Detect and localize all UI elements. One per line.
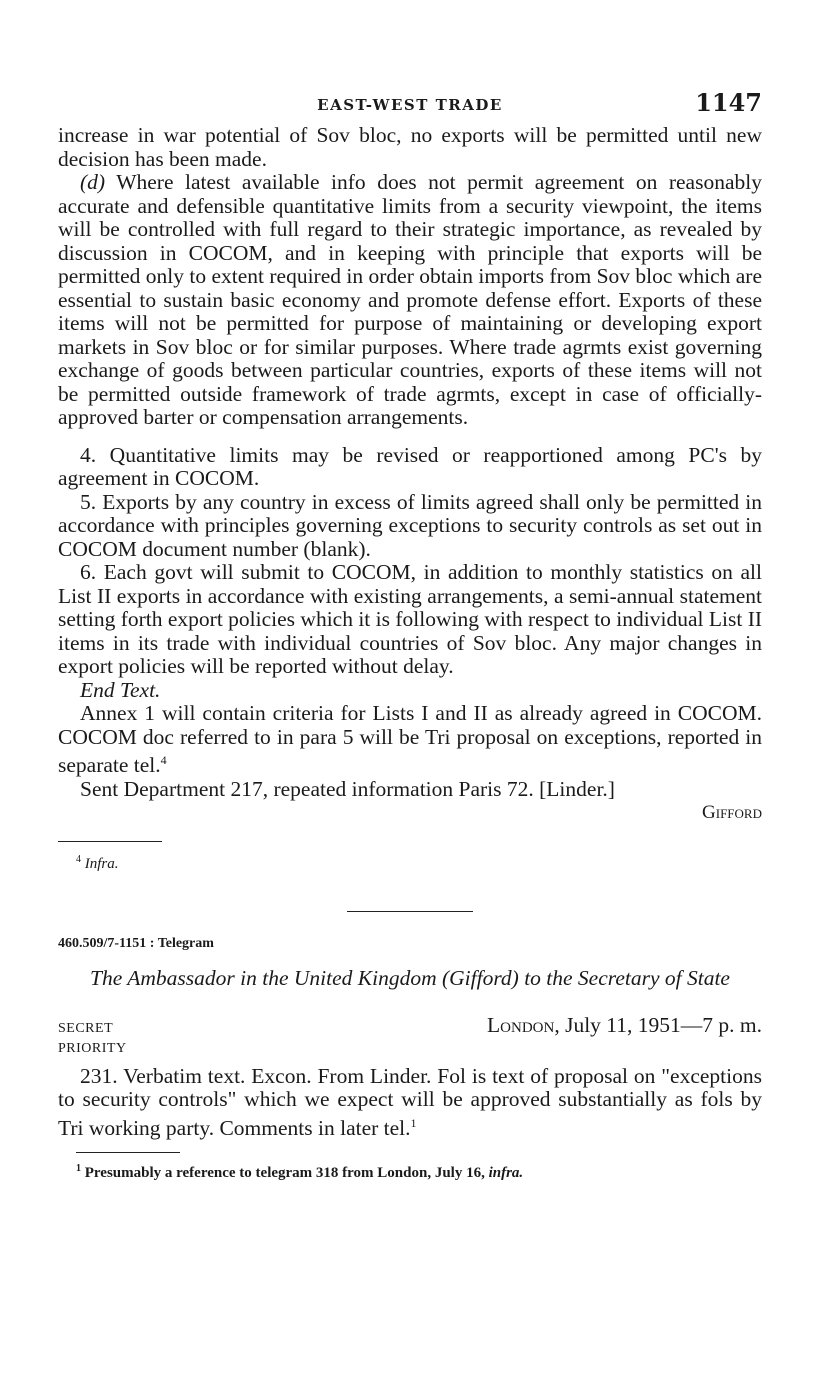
document-title: The Ambassador in the United Kingdom (Gifford) to the Secretary of State: [90, 965, 730, 990]
main-text: [58, 124, 762, 825]
telegram-body: [58, 1065, 762, 1141]
dateline: [487, 1013, 762, 1038]
paragraph-d-text: Where latest available info does not permit agreement on reasonably accurate and defensible quantitative limits from a security viewpoint, the items will be controlled with full regard to their strategic importance, as revealed by discussion in COCOM, and in keeping with principle that exports will be permitted only to extent required in order obtain imports from Sov bloc which are essential to sustain basic economy and promote defense effort. Exports of these items will not be permitted for purpose of maintaining or developing export markets in Sov bloc or for similar purposes. Where trade agrmts exist governing exchange of goods between particular countries, exports of these items will not be permitted outside framework of trade agrmts, except in case of officially-approved barter or compensation arrangements.: [58, 170, 762, 429]
footnote-ref-1: 1: [410, 1115, 417, 1130]
footnote-1-text: Presumably a reference to telegram 318 from London, July 16,: [84, 1165, 489, 1182]
footnote-rule-2: [76, 1152, 180, 1153]
footnote-4: [76, 854, 762, 873]
telegram-text: 231. Verbatim text. Excon. From Linder. Fol is text of proposal on "exceptions to security controls" which we expect will be approved substantially as fols by Tri working party. Comments in later tel.: [58, 1063, 762, 1140]
annex-paragraph: [58, 702, 762, 778]
page-number: 1147: [695, 88, 762, 117]
footnote-4-marker: 4: [76, 853, 81, 865]
running-head: [58, 88, 762, 124]
signature: Gifford: [702, 802, 762, 824]
dateline-place: London: [487, 1012, 555, 1037]
document-page: [58, 88, 762, 1182]
footnote-4-text: Infra.: [84, 855, 119, 872]
running-head-title: EAST-WEST TRADE: [317, 96, 503, 114]
footnote-ref-4: 4: [160, 753, 167, 767]
end-text-label: End Text.: [80, 677, 161, 702]
footnote-rule: [58, 841, 162, 842]
paragraph-continuation: increase in war potential of Sov bloc, no exports will be permitted until new decision has been made.: [58, 123, 762, 171]
section-divider: [347, 911, 473, 912]
dateline-date: , July 11, 1951—7 p. m.: [554, 1012, 762, 1037]
document-id: 460.509/7-1151 : Telegram: [58, 935, 214, 951]
telegram-paragraph: [58, 1065, 762, 1141]
sent-line: Sent Department 217, repeated information Paris 72. [Linder.]: [80, 776, 615, 801]
paragraph-d-label: (d): [80, 170, 106, 194]
annex-text: Annex 1 will contain criteria for Lists I and II as already agreed in COCOM. COCOM doc referred to in para 5 will be Tri proposal on exceptions, reported in separate tel.: [58, 701, 762, 778]
footnote-1-italic: infra.: [488, 1165, 524, 1182]
paragraph-d: [58, 171, 762, 430]
classification: SECRET: [58, 1020, 114, 1036]
paragraph-6: 6. Each govt will submit to COCOM, in addition to monthly statistics on all List II exports in accordance with existing arrangements, a semi-annual statement setting forth export policies which it is following with respect to individual List II items in its trade with individual countries of Sov bloc. Any major changes in export policies will be reported without delay.: [58, 560, 763, 678]
dateline-row: [58, 1013, 762, 1041]
paragraph-4: 4. Quantitative limits may be revised or reapportioned among PC's by agreement in COCOM.: [58, 442, 762, 490]
footnote-1-marker: 1: [76, 1163, 81, 1175]
paragraph-5: 5. Exports by any country in excess of limits agreed shall only be permitted in accordance with principles governing exceptions to security controls as set out in COCOM document number (blank).: [58, 489, 762, 561]
footnote-1: [76, 1163, 762, 1182]
priority: PRIORITY: [58, 1040, 127, 1056]
